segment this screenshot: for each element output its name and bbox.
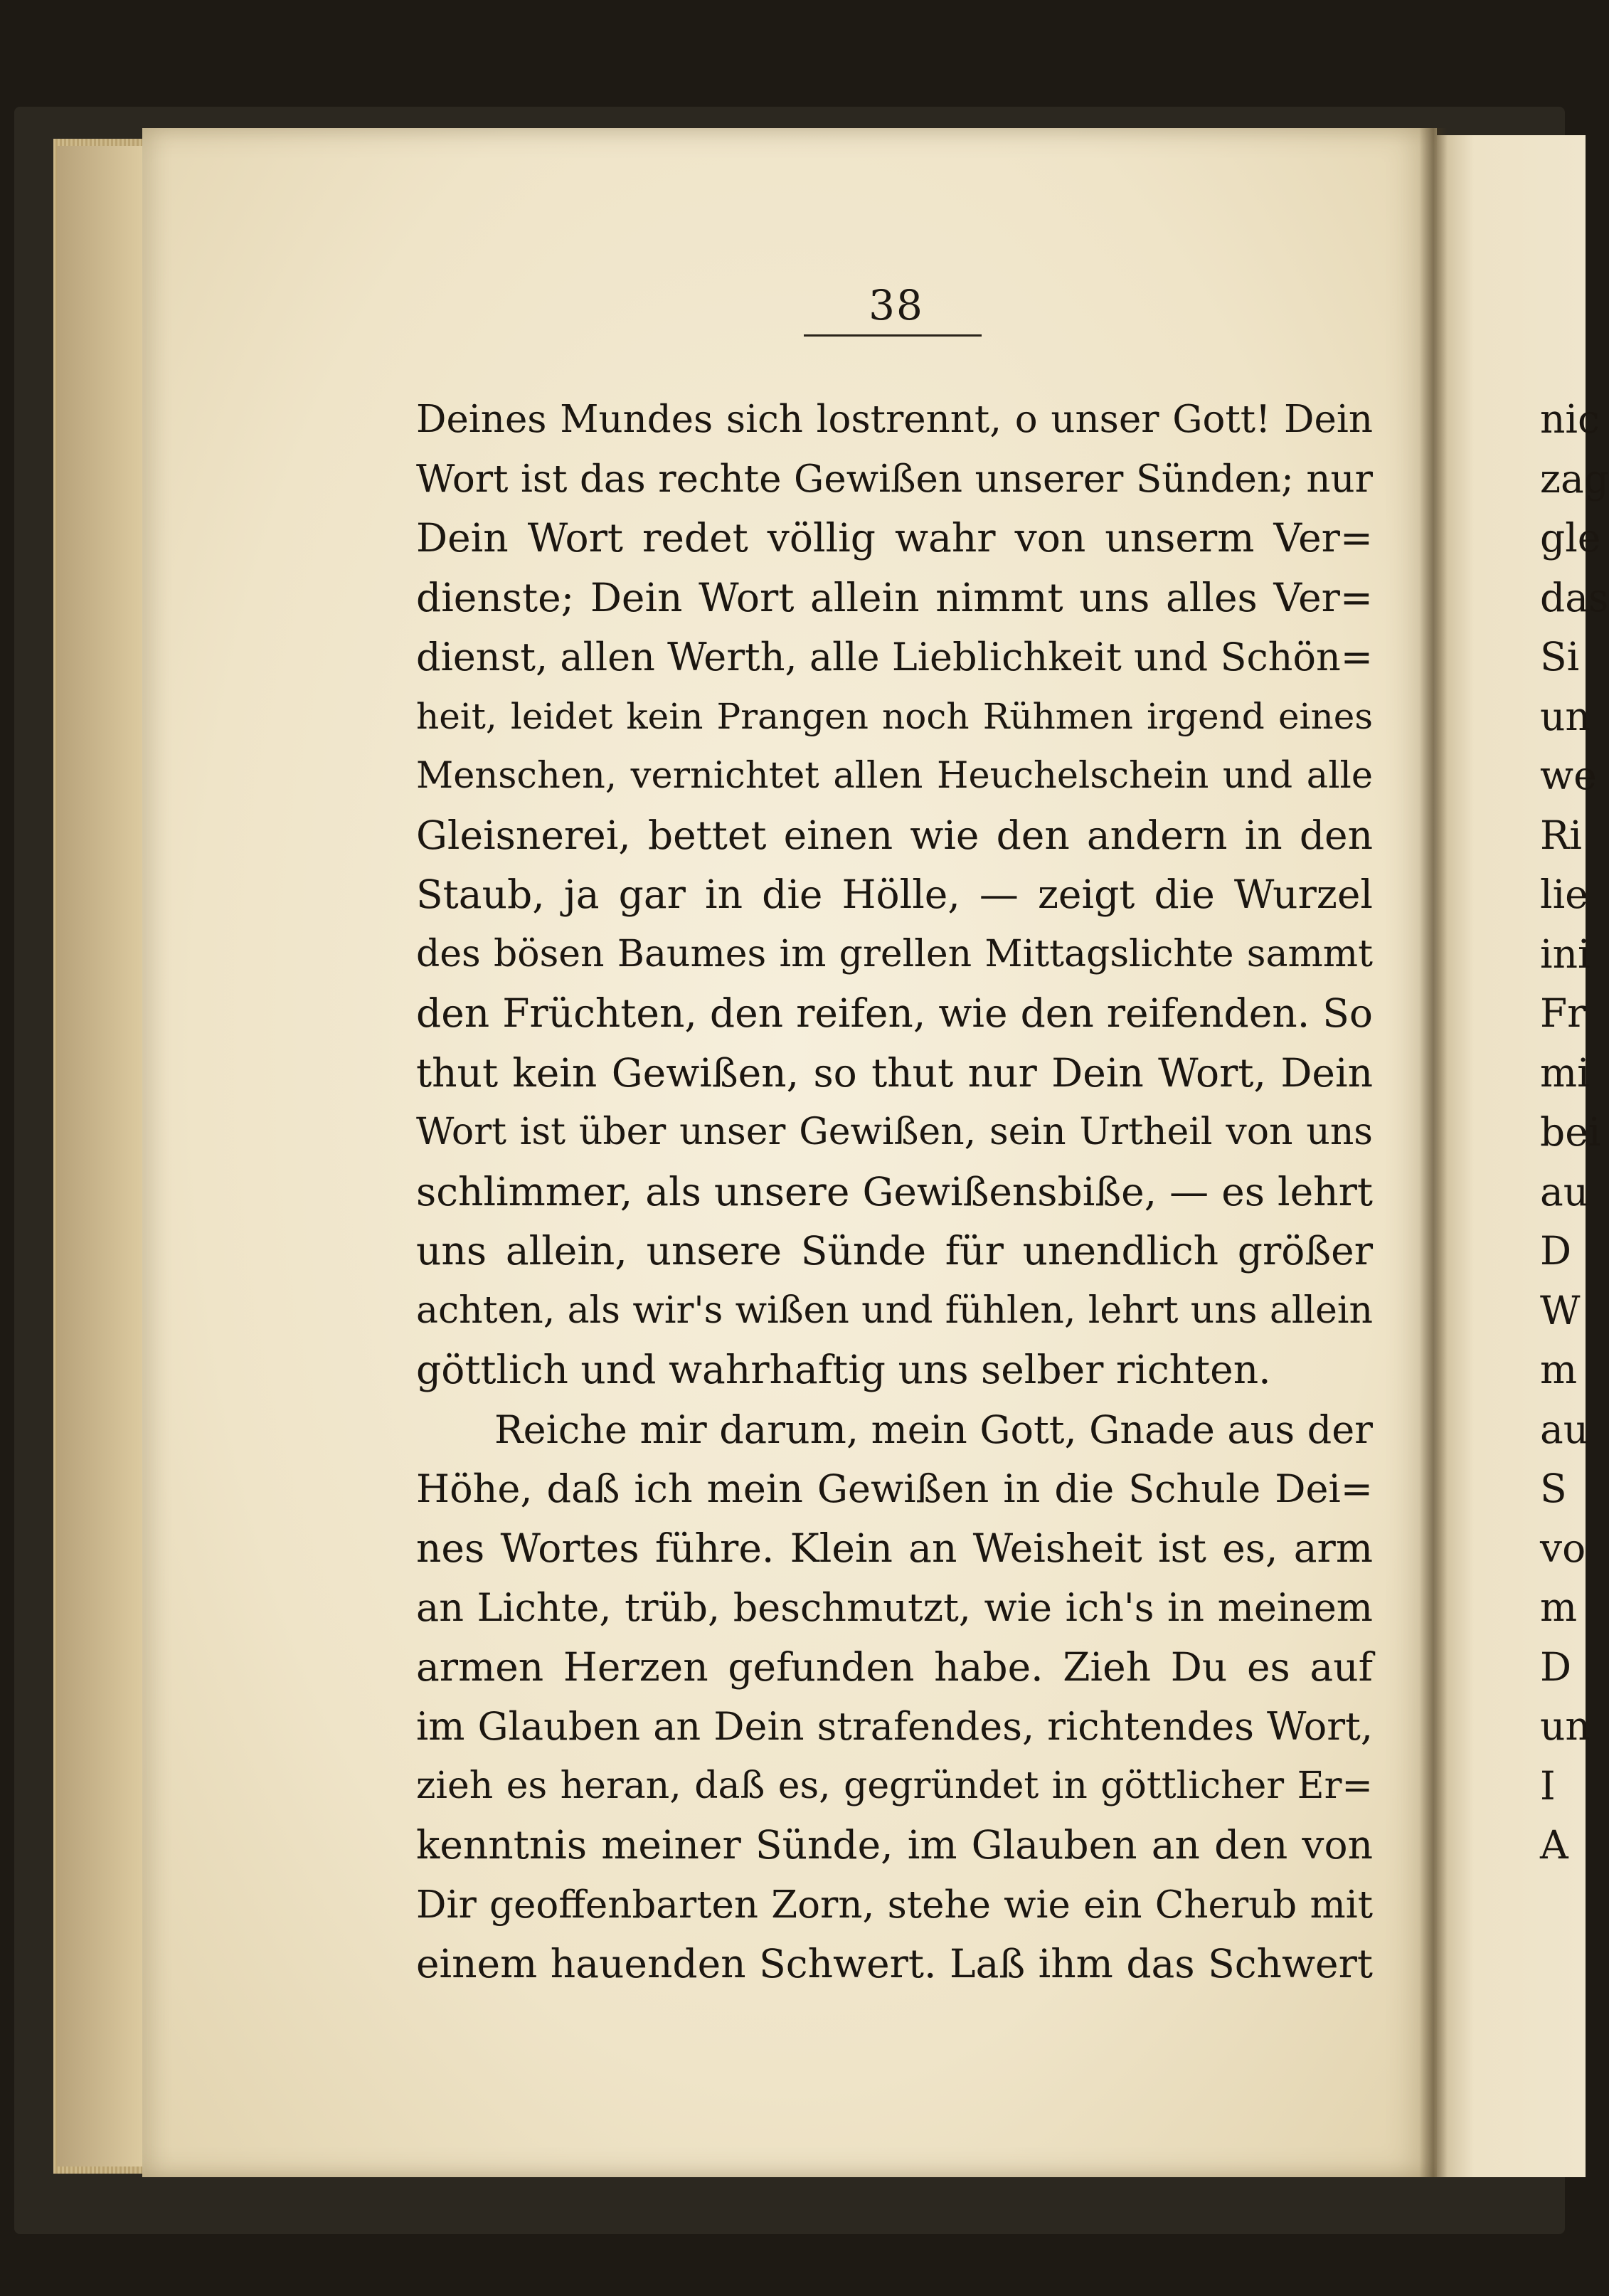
next-page-fragment: D [1540,1644,1572,1690]
next-page-fragment: gle [1540,515,1601,561]
next-page-fragment: vo [1540,1525,1586,1571]
next-page-fragment: W [1540,1287,1581,1333]
text-line: schlimmer, als unsere Gewißensbiße, — es lehrt [416,1168,1373,1215]
text-line: zieh es heran, daß es, gegründet in göttlicher Er= [416,1764,1373,1807]
text-line: dienst, allen Werth, alle Lieblichkeit und Schön= [416,635,1373,679]
text-line: göttlich und wahrhaftig uns selber richten. [416,1347,1271,1392]
next-page-fragment: zag [1540,455,1609,502]
next-page-fragment: au [1540,1168,1589,1215]
text-line: kenntnis meiner Sünde, im Glauben an den von [416,1822,1373,1868]
text-line: an Lichte, trüb, beschmutzt, wie ich's in meinem [416,1585,1373,1630]
next-page-fragment: S [1540,1466,1567,1511]
text-line: Staub, ja gar in die Hölle, — zeigt die Wurzel [416,872,1373,917]
next-page-fragment: ini [1540,931,1591,977]
text-line: den Früchten, den reifen, wie den reifenden. So [416,990,1373,1036]
next-page-fragment: we [1540,753,1597,798]
header-rule [804,334,982,337]
next-page-fragment: un [1540,1703,1591,1749]
next-page-fragment: bei [1540,1109,1601,1155]
text-line: Dein Wort redet völlig wahr von unserm Ver= [416,515,1373,561]
text-line: im Glauben an Dein strafendes, richtendes Wort, [416,1704,1373,1749]
page-edges-outer [57,146,142,2167]
next-page-fragment: lie [1540,872,1588,917]
next-page-fragment: A [1540,1822,1568,1868]
next-page-fragment: au [1540,1406,1589,1452]
text-line: achten, als wir's wißen und fühlen, lehrt uns allein [416,1289,1373,1332]
text-line: Deines Mundes sich lostrennt, o unser Gott! Dein [416,398,1373,441]
next-page-fragment: Ri [1540,812,1583,858]
text-line: uns allein, unsere Sünde für unendlich größer [416,1228,1373,1274]
book-gutter [1419,128,1448,2177]
next-page-fragment: D [1540,1228,1572,1274]
next-page-fragment: I [1540,1762,1556,1809]
text-line: Gleisnerei, bettet einen wie den andern in den [416,812,1373,858]
text-line: Höhe, daß ich mein Gewißen in die Schule Dei= [416,1466,1373,1511]
text-line: thut kein Gewißen, so thut nur Dein Wort, Dein [416,1049,1373,1096]
next-page-fragment: un [1540,693,1591,739]
next-page-fragment: das [1540,574,1609,620]
next-page-fragment: Si [1540,634,1580,679]
text-line: nes Wortes führe. Klein an Weisheit ist es, arm [416,1525,1373,1571]
next-page-text [1540,390,1609,1876]
next-page-fragment: m [1540,1347,1578,1392]
text-line: heit, leidet kein Prangen noch Rühmen irgend eines [416,695,1373,737]
next-page-fragment: nic [1540,396,1600,442]
text-line: des bösen Baumes im grellen Mittagslichte sammt [416,932,1373,975]
next-page-fragment: mi [1540,1049,1590,1096]
next-page-fragment: Fr [1540,990,1586,1036]
text-line: Wort ist über unser Gewißen, sein Urtheil von uns [416,1111,1373,1153]
text-line: einem hauenden Schwert. Laß ihm das Schwert [416,1941,1373,1986]
text-line: Reiche mir darum, mein Gott, Gnade aus der [494,1407,1373,1452]
page-number: 38 [869,281,924,329]
text-line: Menschen, vernichtet allen Heuchelschein und alle [416,755,1373,797]
text-line: Wort ist das rechte Gewißen unserer Sünden; nur [416,457,1373,501]
next-page-fragment: m [1540,1585,1578,1630]
text-line: Dir geoffenbarten Zorn, stehe wie ein Cherub mit [416,1883,1373,1927]
text-line: armen Herzen gefunden habe. Zieh Du es auf [416,1644,1373,1690]
text-line: dienste; Dein Wort allein nimmt uns alles Ver= [416,574,1373,620]
body-text [416,390,1373,1994]
